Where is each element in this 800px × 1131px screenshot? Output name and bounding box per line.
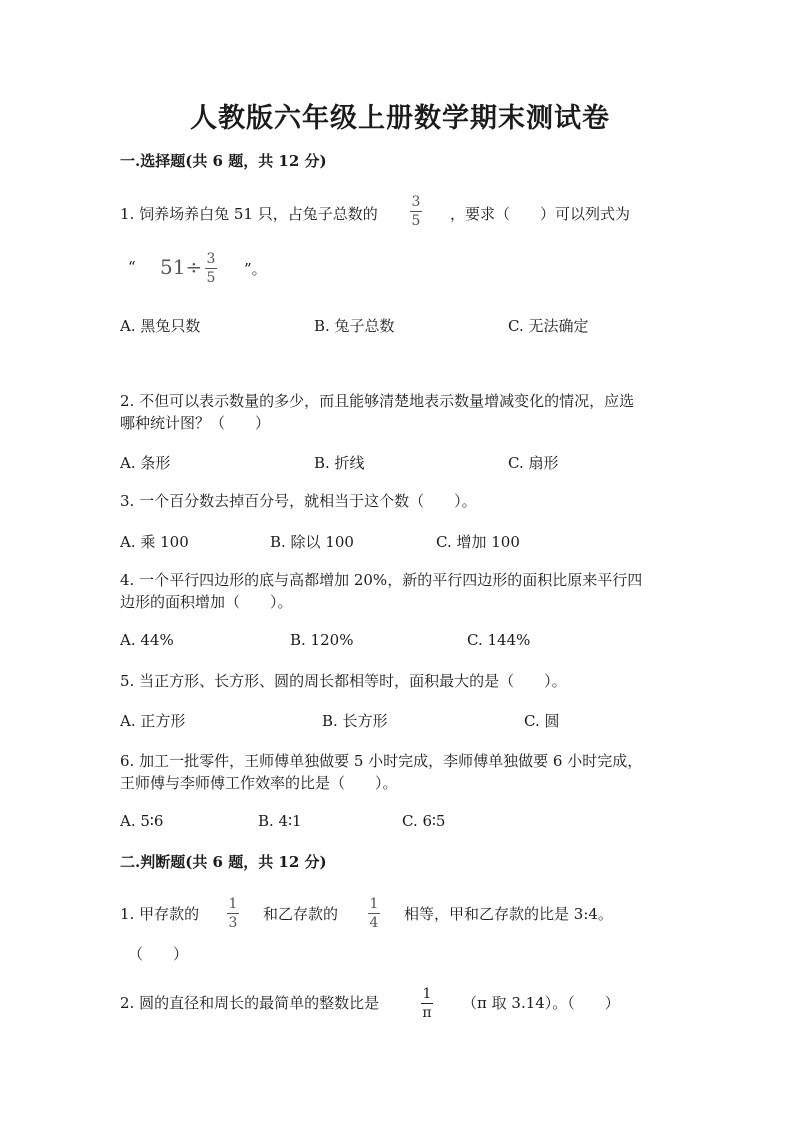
judgement-1-answer-blank[interactable]: （ ） [128,945,189,963]
fraction-numerator: 3 [206,251,216,267]
fraction-denominator: π [422,1005,432,1021]
question-2-line-2: 哪种统计图？（ ） [120,414,271,432]
fraction-numerator: 1 [422,986,432,1002]
question-4-option-c[interactable]: C. 144% [467,631,531,649]
question-6-line-2: 王师傅与李师傅工作效率的比是（ ）。 [120,774,398,792]
quote-close: ”。 [244,260,267,278]
question-4-option-b[interactable]: B. 120% [290,631,354,649]
question-3-option-a[interactable]: A. 乘 100 [120,533,189,551]
judgement-1-text-b: 和乙存款的 [263,905,339,923]
question-6-option-b[interactable]: B. 4∶1 [258,812,302,830]
fraction-1-pi [421,986,433,1021]
question-3-option-b[interactable]: B. 除以 100 [270,533,354,551]
question-5-text: 5. 当正方形、长方形、圆的周长都相等时，面积最大的是（ ）。 [120,672,567,690]
question-1-text-b: ，要求（ ）可以列式为 [450,205,631,223]
question-5-option-b[interactable]: B. 长方形 [322,712,388,730]
section-heading-choice: 一.选择题(共 6 题，共 12 分) [120,152,327,170]
judgement-1-text-c: 相等，甲和乙存款的比是 3:4。 [404,905,613,923]
section-heading-judgement: 二.判断题(共 6 题，共 12 分) [120,853,327,871]
judgement-2-text-b: （π 取 3.14）。（ ） [462,994,620,1012]
question-6-option-c[interactable]: C. 6∶5 [402,812,446,830]
judgement-1-text-a: 1. 甲存款的 [120,905,200,923]
fraction-denominator: 3 [228,915,238,931]
question-2-line-1: 2. 不但可以表示数量的多少，而且能够清楚地表示数量增减变化的情况，应选 [120,392,635,410]
question-1-text-a: 1. 饲养场养白兔 51 只，占兔子总数的 [120,205,378,223]
question-5-option-a[interactable]: A. 正方形 [120,712,186,730]
page-title: 人教版六年级上册数学期末测试卷 [190,103,610,134]
fraction-numerator: 1 [228,896,238,912]
fraction-denominator: 5 [206,270,216,286]
expression-fraction-3-5 [205,251,217,286]
question-2-option-b[interactable]: B. 折线 [314,454,365,472]
question-5-option-c[interactable]: C. 圆 [524,712,560,730]
question-3-option-c[interactable]: C. 增加 100 [436,533,520,551]
fraction-numerator: 3 [411,194,421,210]
question-6-option-a[interactable]: A. 5∶6 [120,812,164,830]
question-4-option-a[interactable]: A. 44% [120,631,174,649]
question-4-line-1: 4. 一个平行四边形的底与高都增加 20%，新的平行四边形的面积比原来平行四 [120,571,643,589]
question-2-option-a[interactable]: A. 条形 [120,454,171,472]
fraction-1-3 [227,896,239,931]
question-3-text: 3. 一个百分数去掉百分号，就相当于这个数（ ）。 [120,492,477,510]
question-6-line-1: 6. 加工一批零件，王师傅单独做要 5 小时完成，李师傅单独做要 6 小时完成， [120,752,643,770]
question-4-line-2: 边形的面积增加（ ）。 [120,593,293,611]
fraction-1-4 [368,896,380,931]
fraction-denominator: 4 [369,915,379,931]
question-1-option-a[interactable]: A. 黑兔只数 [120,317,201,335]
fraction-3-5 [410,194,422,229]
quote-open: “ [128,258,136,276]
question-1-option-b[interactable]: B. 兔子总数 [314,317,395,335]
judgement-2-text-a: 2. 圆的直径和周长的最简单的整数比是 [120,994,380,1012]
question-1-option-c[interactable]: C. 无法确定 [508,317,589,335]
fraction-numerator: 1 [369,896,379,912]
fraction-denominator: 5 [411,213,421,229]
question-2-option-c[interactable]: C. 扇形 [508,454,559,472]
expression-51-div: 51÷ [160,255,203,279]
